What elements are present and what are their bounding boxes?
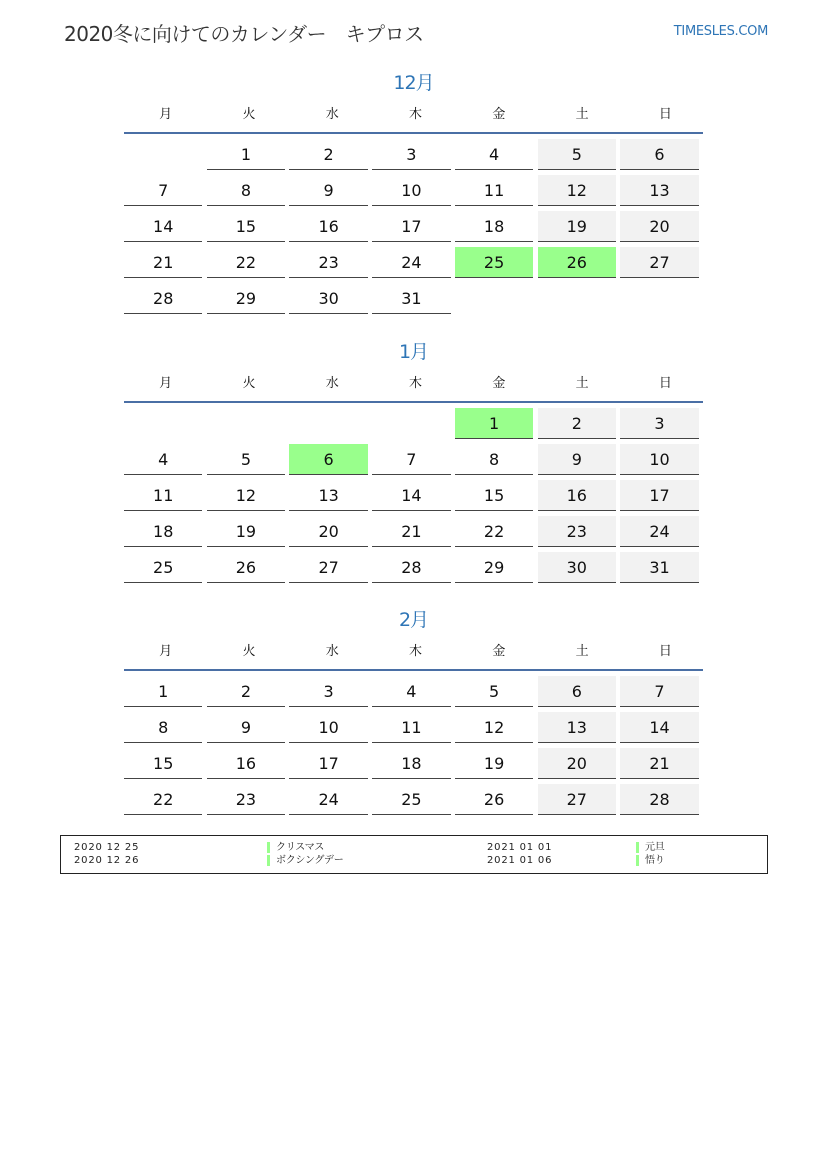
day-cell: 18: [455, 211, 533, 242]
day-cell: 21: [124, 247, 202, 278]
day-cell: 6: [538, 676, 616, 707]
day-cell: 19: [455, 748, 533, 779]
day-cell: 19: [207, 516, 285, 547]
day-cell: 7: [372, 444, 450, 475]
day-cell: 16: [289, 211, 367, 242]
day-cell: 12: [455, 712, 533, 743]
day-cell: 29: [455, 552, 533, 583]
weekday-label: 木: [409, 376, 423, 391]
day-cell: 17: [372, 211, 450, 242]
day-cell: 16: [538, 480, 616, 511]
day-cell: 11: [455, 175, 533, 206]
week-row: [124, 712, 703, 743]
empty-day-cell: [620, 283, 698, 313]
day-cell: 2: [289, 139, 367, 170]
day-cell: 12: [538, 175, 616, 206]
day-cell: 28: [372, 552, 450, 583]
legend-holiday-name: 悟り: [645, 855, 665, 866]
weekday-label: 金: [492, 376, 506, 391]
day-cell: 9: [207, 712, 285, 743]
legend-holiday-name: クリスマス: [276, 842, 325, 853]
day-cell: 5: [455, 676, 533, 707]
weekday-label: 月: [159, 107, 173, 122]
week-row: [124, 748, 703, 779]
month-title: 2月: [398, 609, 429, 631]
week-row: [124, 676, 703, 707]
day-cell: 1: [207, 139, 285, 170]
empty-day-cell: [372, 408, 450, 438]
day-cell: 20: [289, 516, 367, 547]
day-cell: 12: [207, 480, 285, 511]
month-title: 1月: [398, 341, 429, 363]
day-cell: 14: [124, 211, 202, 242]
day-cell: 2: [538, 408, 616, 439]
day-cell: 19: [538, 211, 616, 242]
day-cell: 21: [620, 748, 698, 779]
day-cell: 17: [620, 480, 698, 511]
week-row: [124, 480, 703, 511]
day-cell: 20: [538, 748, 616, 779]
holiday-day-cell: 6: [289, 444, 367, 475]
day-cell: 8: [124, 712, 202, 743]
weekday-label: 水: [325, 644, 339, 659]
site-link[interactable]: TIMESLES.COM: [673, 24, 768, 39]
weekday-label: 日: [658, 644, 672, 659]
day-cell: 14: [620, 712, 698, 743]
day-cell: 15: [124, 748, 202, 779]
month-grid: [124, 139, 703, 314]
legend-date: 2021 01 06: [487, 855, 553, 866]
day-cell: 13: [538, 712, 616, 743]
weekday-header: [124, 367, 703, 403]
day-cell: 11: [124, 480, 202, 511]
day-cell: 10: [620, 444, 698, 475]
holiday-legend: [60, 835, 768, 874]
day-cell: 28: [124, 283, 202, 314]
day-cell: 3: [620, 408, 698, 439]
day-cell: 22: [455, 516, 533, 547]
weekday-label: 木: [409, 107, 423, 122]
weekday-label: 土: [575, 376, 589, 391]
legend-date: 2021 01 01: [487, 842, 553, 853]
day-cell: 23: [207, 784, 285, 815]
day-cell: 28: [620, 784, 698, 815]
weekday-header: [124, 98, 703, 134]
holiday-marker: [267, 855, 270, 866]
day-cell: 7: [124, 175, 202, 206]
weekday-label: 日: [658, 376, 672, 391]
day-cell: 9: [289, 175, 367, 206]
day-cell: 15: [455, 480, 533, 511]
day-cell: 11: [372, 712, 450, 743]
day-cell: 16: [207, 748, 285, 779]
weekday-label: 火: [242, 376, 256, 391]
day-cell: 3: [289, 676, 367, 707]
legend-date: 2020 12 25: [74, 842, 140, 853]
day-cell: 10: [289, 712, 367, 743]
weekday-label: 土: [575, 644, 589, 659]
day-cell: 24: [372, 247, 450, 278]
weekday-label: 水: [325, 107, 339, 122]
legend-holiday-name: 元旦: [645, 842, 665, 853]
empty-day-cell: [207, 408, 285, 438]
month-february: [124, 605, 703, 815]
empty-day-cell: [289, 408, 367, 438]
week-row: [124, 552, 703, 583]
day-cell: 1: [124, 676, 202, 707]
day-cell: 31: [372, 283, 450, 314]
weekday-header: [124, 635, 703, 671]
day-cell: 21: [372, 516, 450, 547]
day-cell: 5: [538, 139, 616, 170]
day-cell: 30: [289, 283, 367, 314]
day-cell: 26: [455, 784, 533, 815]
week-row: [124, 139, 703, 170]
day-cell: 9: [538, 444, 616, 475]
weekday-label: 木: [409, 644, 423, 659]
day-cell: 13: [289, 480, 367, 511]
day-cell: 20: [620, 211, 698, 242]
holiday-marker: [636, 855, 639, 866]
day-cell: 15: [207, 211, 285, 242]
day-cell: 25: [124, 552, 202, 583]
day-cell: 29: [207, 283, 285, 314]
holiday-day-cell: 25: [455, 247, 533, 278]
week-row: [124, 784, 703, 815]
week-row: [124, 247, 703, 278]
day-cell: 27: [538, 784, 616, 815]
month-title: 12月: [393, 72, 434, 94]
holiday-marker: [267, 842, 270, 853]
week-row: [124, 175, 703, 206]
month-grid: [124, 408, 703, 583]
day-cell: 10: [372, 175, 450, 206]
day-cell: 24: [289, 784, 367, 815]
day-cell: 4: [124, 444, 202, 475]
weekday-label: 火: [242, 107, 256, 122]
holiday-day-cell: 26: [538, 247, 616, 278]
week-row: [124, 211, 703, 242]
day-cell: 4: [455, 139, 533, 170]
day-cell: 4: [372, 676, 450, 707]
weekday-label: 金: [492, 107, 506, 122]
week-row: [124, 516, 703, 547]
weekday-label: 土: [575, 107, 589, 122]
day-cell: 24: [620, 516, 698, 547]
day-cell: 23: [538, 516, 616, 547]
legend-holiday-name: ボクシングデー: [276, 855, 344, 866]
empty-day-cell: [124, 139, 202, 169]
day-cell: 13: [620, 175, 698, 206]
weekday-label: 月: [159, 376, 173, 391]
day-cell: 27: [289, 552, 367, 583]
day-cell: 30: [538, 552, 616, 583]
day-cell: 23: [289, 247, 367, 278]
week-row: [124, 408, 703, 439]
month-grid: [124, 676, 703, 815]
empty-day-cell: [538, 283, 616, 313]
weekday-label: 金: [492, 644, 506, 659]
day-cell: 22: [207, 247, 285, 278]
day-cell: 25: [372, 784, 450, 815]
day-cell: 27: [620, 247, 698, 278]
day-cell: 5: [207, 444, 285, 475]
day-cell: 26: [207, 552, 285, 583]
day-cell: 22: [124, 784, 202, 815]
day-cell: 18: [372, 748, 450, 779]
day-cell: 8: [455, 444, 533, 475]
month-december: [124, 68, 703, 314]
day-cell: 14: [372, 480, 450, 511]
empty-day-cell: [124, 408, 202, 438]
holiday-marker: [636, 842, 639, 853]
holiday-day-cell: 1: [455, 408, 533, 439]
day-cell: 31: [620, 552, 698, 583]
empty-day-cell: [455, 283, 533, 313]
weekday-label: 月: [159, 644, 173, 659]
page-title: 2020冬に向けてのカレンダー キプロス: [64, 22, 424, 46]
weekday-label: 火: [242, 644, 256, 659]
day-cell: 17: [289, 748, 367, 779]
day-cell: 18: [124, 516, 202, 547]
week-row: [124, 283, 703, 314]
week-row: [124, 444, 703, 475]
day-cell: 7: [620, 676, 698, 707]
day-cell: 8: [207, 175, 285, 206]
month-january: [124, 337, 703, 583]
weekday-label: 日: [658, 107, 672, 122]
weekday-label: 水: [325, 376, 339, 391]
legend-date: 2020 12 26: [74, 855, 140, 866]
day-cell: 3: [372, 139, 450, 170]
day-cell: 2: [207, 676, 285, 707]
day-cell: 6: [620, 139, 698, 170]
